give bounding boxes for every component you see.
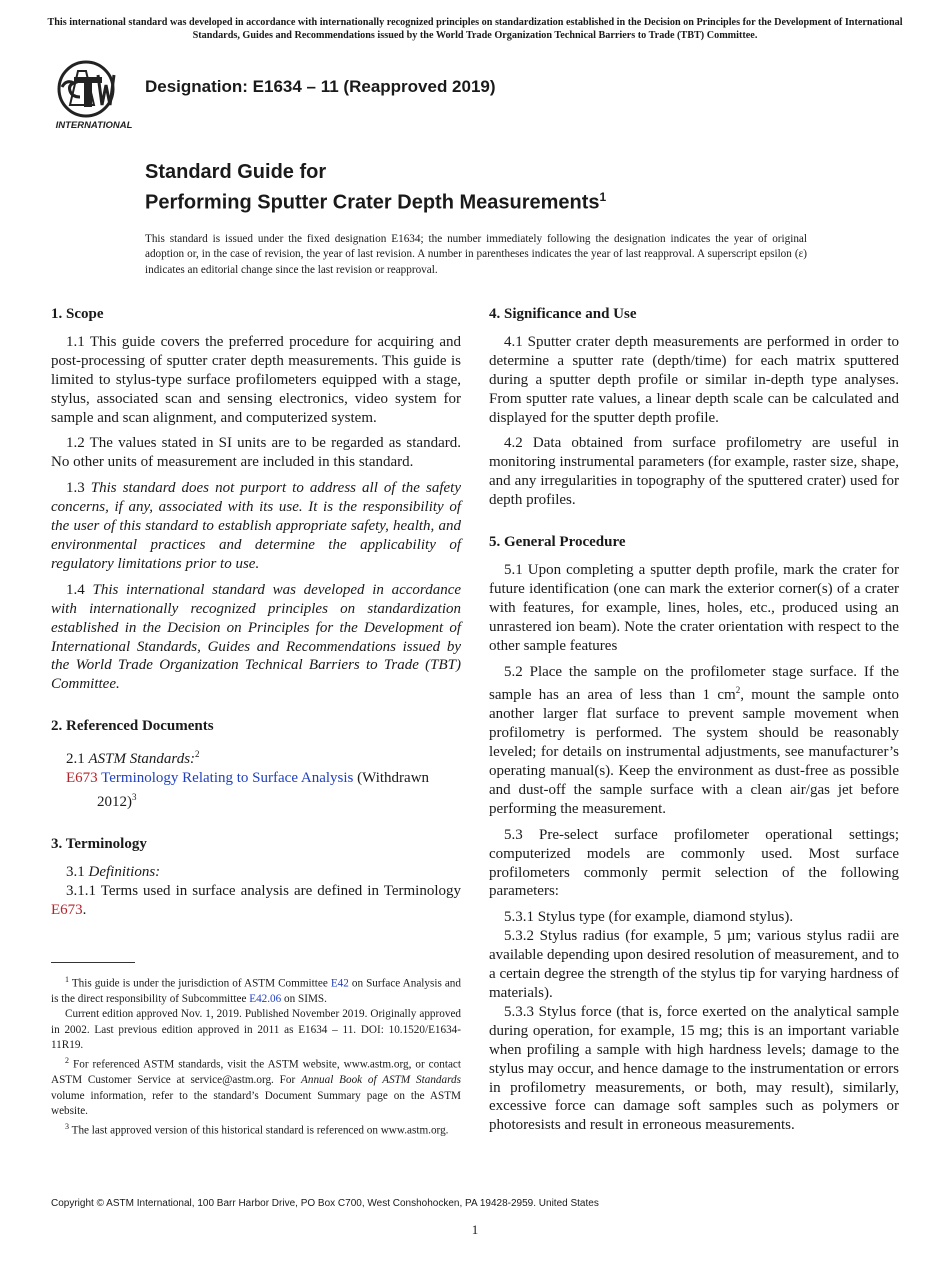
section-heading-referenced-documents: 2. Referenced Documents [51,718,214,735]
paragraph-5-3-3: 5.3.3 Stylus force (that is, force exerted on the analytical sample during operation, for example, 15 mg; this is an important variable when profiling a sample with high hardness levels; damage to the stylus may occur, and hence damage to the instrumentation or errors in profilometry measurements, or both, may result), similarly, excessive force can damage soft samples such as polymers or photoresists and result in erroneous measurements. [489,1003,899,1134]
paragraph-4-2: 4.2 Data obtained from surface profilometry are useful in monitoring instrumental parameters (for example, raster size, shape, and any irregularities in topography of the sputtered crater) used for depth profiles. [489,435,899,509]
paragraph-5-3: 5.3 Pre-select surface profilometer operational settings; computerized models are commonly used. Most surface profilometers commonly permit selection of the following parameters: [489,826,899,900]
footnote-1: $^1$ This guide is under the jurisdiction of ASTM Committee E42 on Surface Analysis and is the direct responsibility of Subcommittee E42.06 on SIMS. [51,975,461,1006]
right-column [489,305,899,1142]
paragraph-3-1-1: 3.1.1 Terms used in surface analysis are defined in Terminology E673. [51,882,461,918]
paragraph-2-1: 2.1 ASTM Standards:$^2$ [66,749,200,768]
standard-notice: This standard is issued under the fixed designation E1634; the number immediately following the designation indicates the year of original adoption or, in the case of revision, the year of last revision. A number in parentheses indicates the year of last reapproval. A superscript epsilon (ε) indicates an editorial change since the last revision or reapproval. [145,233,807,276]
footnote-3: $^3$ The last approved version of this historical standard is referenced on www.astm.org. [65,1122,449,1137]
reference-code-link[interactable]: E673 [66,770,98,787]
page-number: 1 [471,1222,479,1237]
footnote-2: $^2$ For referenced ASTM standards, visit the ASTM website, www.astm.org, or contact ASTM Customer Service at service@astm.org. For Annual Book of ASTM Standards volume information, refer to the standard’s Document Summary page on the ASTM website. [51,1056,461,1117]
section-heading-significance: 4. Significance and Use [489,306,637,322]
paragraph-5-2: 5.2 Place the sample on the profilometer stage surface. If the sample has an area of less than 1 $cm^2$, mount the sample onto another larger flat surface to prevent sample movement when profilometry is performed. The system should be reasonably leveled; for details on instrumental adjustments, see manufacturer’s operating manual(s). Keep the environment as dust-free as possible and dust-off the sample surface with a clean air/gas jet before performing the measurement. [489,663,899,817]
paragraph-1-4: 1.4 This international standard was developed in accordance with internationally recognized principles on standardization established in the Decision on Principles for the Development of International Standards, Guides and Recommendations issued by the World Trade Organization Technical Barriers to Trade (TBT) Committee. [51,581,462,693]
paragraph-1-2: 1.2 The values stated in SI units are to be regarded as standard. No other units of measurement are included in this standard. [51,435,461,471]
section-heading-general-procedure: 5. General Procedure [489,534,626,551]
document-title [145,160,606,216]
designation: Designation: E1634 – 11 (Reapproved 2019) [145,77,496,96]
paragraph-4-1: 4.1 Sputter crater depth measurements are performed in order to determine a sputter rate (depth/time) for each matrix sputtered during a sputter depth profile or similar in-depth type analyses. From sputter rate values, a linear depth scale can be calculated and displayed for the sputter depth profile. [489,333,899,426]
title-line-1: Standard Guide for [145,161,327,183]
title-footnote-marker: 1 [599,190,607,204]
paragraph-5-3-2: 5.3.2 Stylus radius (for example, 5 µm; various stylus radii are available depending upon desired resolution of measurement, and to a certain degree the strength of the stylus tip for varying hardness of materials). [489,928,899,1001]
section-heading-terminology: 3. Terminology [51,835,147,852]
paragraph-5-1: 5.1 Upon completing a sputter depth profile, mark the crater for future identification (one can mark the exterior corner(s) of a crater with features, for example, lines, holes, etc., produced using an unrastered ion beam). Note the crater orientation with respect to the other sample features [489,561,899,654]
subcommittee-e42-06-link[interactable]: E42.06 [249,993,282,1006]
tbt-banner: This international standard was developed in accordance with internationally recognized principles on standardization established in the Decision on Principles for the Development of International Standards, Guides and Recommendations issued by the World Trade Organization Technical Barriers to Trade (TBT) Committee. [47,17,903,41]
paragraph-5-3-1: 5.3.1 Stylus type (for example, diamond stylus). [504,909,794,926]
left-column [51,305,461,926]
footnote-divider [51,962,135,963]
reference-e673-year: 2012)$^3$ [97,791,137,810]
paragraph-1-3: 1.3 This standard does not purport to address all of the safety concerns, if any, associated with its use. It is the responsibility of the user of this standard to establish appropriate safety, health, and environmental practices and determine the applicability of regulatory limitations prior to use. [51,480,461,572]
logo-wordmark: INTERNATIONAL [55,120,133,131]
astm-logo [52,57,136,133]
title-line-2: Performing Sputter Crater Depth Measurements [145,191,600,214]
section-heading-scope: 1. Scope [51,306,104,322]
paragraph-3-1: 3.1 Definitions: [66,863,161,880]
committee-e42-link[interactable]: E42 [330,977,349,990]
copyright-notice: Copyright © ASTM International, 100 Barr Harbor Drive, PO Box C700, West Conshohocken, PA 19428-2959. United States [51,1198,599,1209]
footnote-1-edition: Current edition approved Nov. 1, 2019. Published November 2019. Originally approved in 2002. Last previous edition approved in 2011 as E1634 – 11. DOI: 10.1520/E1634-11R19. [51,1008,461,1051]
terminology-e673-link[interactable]: E673 [51,901,83,918]
reference-e673: E673 Terminology Relating to Surface Analysis (Withdrawn [66,770,430,787]
paragraph-1-1: 1.1 This guide covers the preferred procedure for acquiring and post-processing of sputter crater depth measurements. This guide is limited to stylus-type surface profilometers equipped with a stage, stylus, associated scan and sensing electronics, video system for sample and scan alignment, and computerized system. [51,333,461,426]
footnotes [51,972,461,1139]
reference-title-link[interactable]: Terminology Relating to Surface Analysis [101,770,354,787]
